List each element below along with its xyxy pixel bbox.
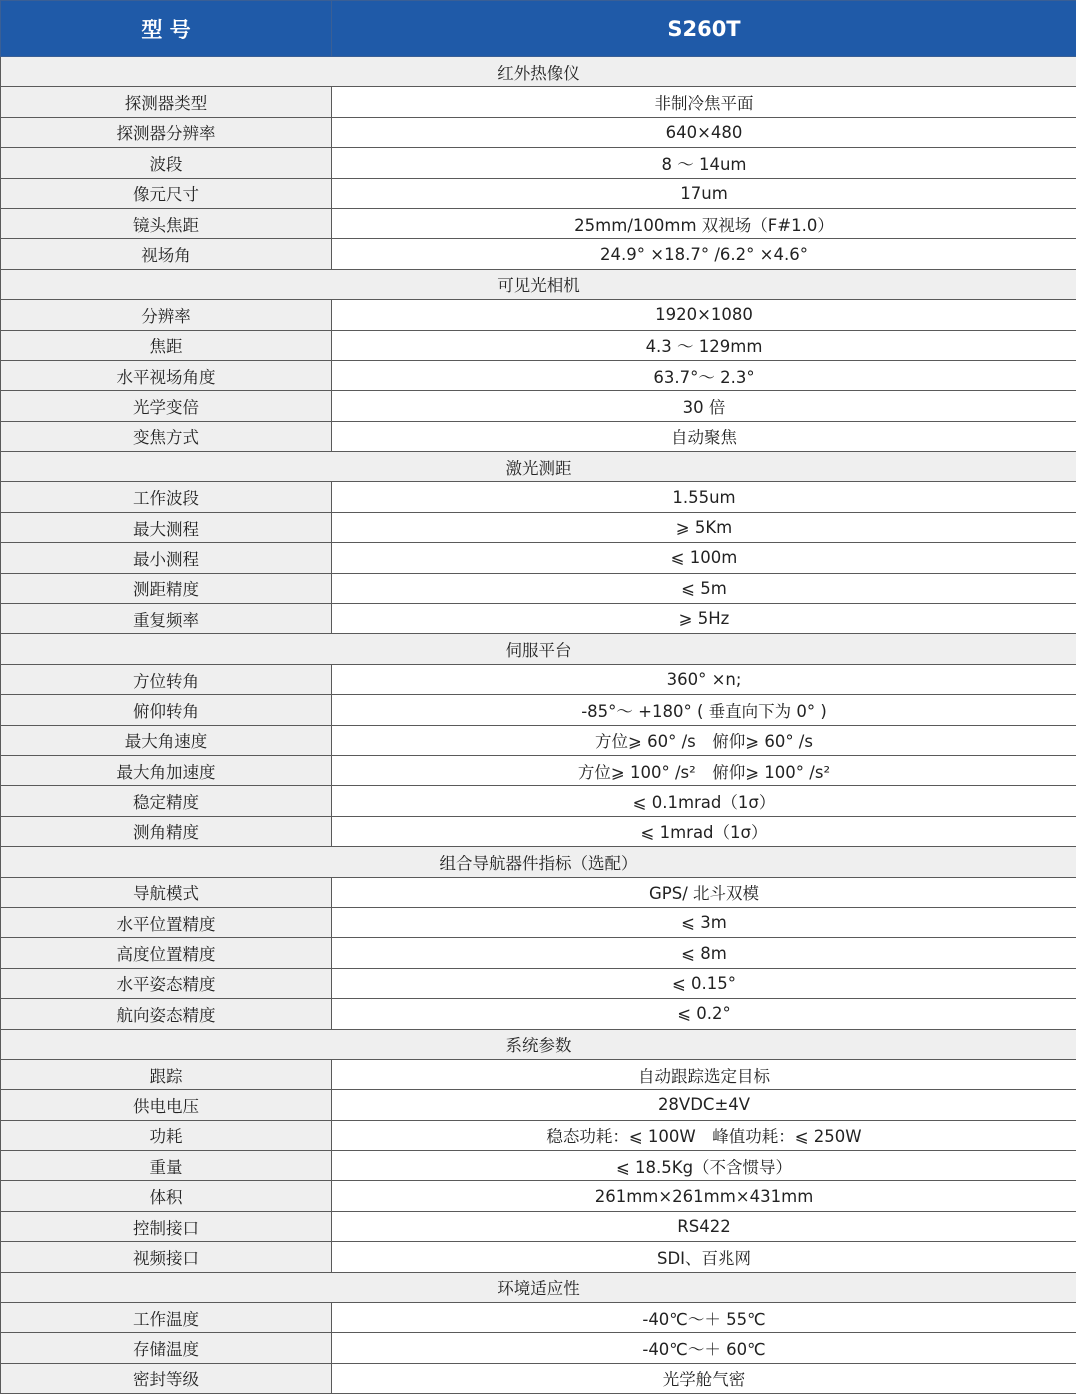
spec-label: 分辨率 [1, 300, 332, 330]
spec-value: 63.7°～ 2.3° [332, 360, 1076, 390]
spec-label: 跟踪 [1, 1059, 332, 1089]
table-row [1, 117, 1076, 147]
table-row [1, 1211, 1076, 1241]
table-row [1, 421, 1076, 451]
spec-value: 360° ×n; [332, 664, 1076, 694]
section-title: 环境适应性 [1, 1272, 1076, 1302]
table-row [1, 999, 1076, 1029]
spec-label: 测角精度 [1, 816, 332, 846]
table-row [1, 148, 1076, 178]
spec-label: 像元尺寸 [1, 178, 332, 208]
section-row [1, 57, 1076, 87]
spec-value: 1.55um [332, 482, 1076, 512]
spec-label: 水平姿态精度 [1, 968, 332, 998]
header-model-label: 型 号 [1, 1, 332, 57]
spec-label: 供电电压 [1, 1090, 332, 1120]
spec-value: 非制冷焦平面 [332, 87, 1076, 117]
spec-label: 体积 [1, 1181, 332, 1211]
spec-label: 光学变倍 [1, 391, 332, 421]
spec-label: 水平视场角度 [1, 360, 332, 390]
spec-value: 25mm/100mm 双视场（F#1.0） [332, 208, 1076, 238]
table-row [1, 1151, 1076, 1181]
spec-label: 方位转角 [1, 664, 332, 694]
section-row [1, 1272, 1076, 1302]
spec-label: 重量 [1, 1151, 332, 1181]
table-row [1, 695, 1076, 725]
spec-label: 测距精度 [1, 573, 332, 603]
table-row [1, 360, 1076, 390]
table-row [1, 512, 1076, 542]
section-row [1, 452, 1076, 482]
table-row [1, 755, 1076, 785]
spec-label: 焦距 [1, 330, 332, 360]
table-row [1, 968, 1076, 998]
spec-value: 17um [332, 178, 1076, 208]
table-row [1, 482, 1076, 512]
spec-value: 光学舱气密 [332, 1363, 1076, 1393]
spec-value: 28VDC±4V [332, 1090, 1076, 1120]
section-title: 激光测距 [1, 452, 1076, 482]
table-row [1, 87, 1076, 117]
spec-value: ⩽ 8m [332, 938, 1076, 968]
spec-value: 30 倍 [332, 391, 1076, 421]
spec-value: -85°～ +180° ( 垂直向下为 0° ) [332, 695, 1076, 725]
spec-label: 工作波段 [1, 482, 332, 512]
spec-value: ⩾ 5Hz [332, 604, 1076, 634]
table-row [1, 1181, 1076, 1211]
table-row [1, 816, 1076, 846]
spec-value: ⩽ 3m [332, 907, 1076, 937]
table-row [1, 604, 1076, 634]
spec-label: 俯仰转角 [1, 695, 332, 725]
table-row [1, 1090, 1076, 1120]
spec-value: 自动聚焦 [332, 421, 1076, 451]
spec-value: SDI、百兆网 [332, 1242, 1076, 1272]
spec-value: 稳态功耗：⩽ 100W 峰值功耗：⩽ 250W [332, 1120, 1076, 1150]
spec-label: 工作温度 [1, 1303, 332, 1333]
section-title: 系统参数 [1, 1029, 1076, 1059]
spec-value: 261mm×261mm×431mm [332, 1181, 1076, 1211]
spec-value: 自动跟踪选定目标 [332, 1059, 1076, 1089]
spec-value: ⩽ 0.15° [332, 968, 1076, 998]
spec-label: 最小测程 [1, 543, 332, 573]
spec-label: 探测器分辨率 [1, 117, 332, 147]
spec-label: 最大角加速度 [1, 755, 332, 785]
table-row [1, 330, 1076, 360]
table-row [1, 725, 1076, 755]
section-title: 组合导航器件指标（选配） [1, 847, 1076, 877]
spec-value: 方位⩾ 100° /s² 俯仰⩾ 100° /s² [332, 755, 1076, 785]
section-title: 可见光相机 [1, 269, 1076, 299]
table-row [1, 664, 1076, 694]
spec-value: RS422 [332, 1211, 1076, 1241]
table-row [1, 1242, 1076, 1272]
table-row [1, 1333, 1076, 1363]
spec-label: 探测器类型 [1, 87, 332, 117]
spec-value: 640×480 [332, 117, 1076, 147]
section-row [1, 269, 1076, 299]
spec-label: 稳定精度 [1, 786, 332, 816]
table-row [1, 1303, 1076, 1333]
spec-label: 导航模式 [1, 877, 332, 907]
table-row [1, 1363, 1076, 1393]
spec-value: -40℃～＋ 55℃ [332, 1303, 1076, 1333]
table-row [1, 543, 1076, 573]
spec-value: GPS/ 北斗双模 [332, 877, 1076, 907]
spec-label: 波段 [1, 148, 332, 178]
spec-label: 视场角 [1, 239, 332, 269]
spec-label: 高度位置精度 [1, 938, 332, 968]
spec-value: ⩽ 100m [332, 543, 1076, 573]
spec-label: 镜头焦距 [1, 208, 332, 238]
table-row [1, 938, 1076, 968]
section-row [1, 1029, 1076, 1059]
spec-value: ⩽ 18.5Kg（不含惯导） [332, 1151, 1076, 1181]
table-row [1, 239, 1076, 269]
table-row [1, 786, 1076, 816]
spec-label: 密封等级 [1, 1363, 332, 1393]
spec-value: -40℃～＋ 60℃ [332, 1333, 1076, 1363]
spec-label: 水平位置精度 [1, 907, 332, 937]
spec-value: ⩽ 1mrad（1σ） [332, 816, 1076, 846]
header-row [1, 1, 1076, 57]
spec-value: ⩾ 5Km [332, 512, 1076, 542]
spec-label: 变焦方式 [1, 421, 332, 451]
section-title: 红外热像仪 [1, 57, 1076, 87]
spec-label: 存储温度 [1, 1333, 332, 1363]
spec-label: 重复频率 [1, 604, 332, 634]
header-model-value: S260T [332, 1, 1076, 57]
section-row [1, 634, 1076, 664]
spec-value: 1920×1080 [332, 300, 1076, 330]
spec-label: 视频接口 [1, 1242, 332, 1272]
table-row [1, 1120, 1076, 1150]
table-row [1, 208, 1076, 238]
spec-value: ⩽ 0.1mrad（1σ） [332, 786, 1076, 816]
table-row [1, 573, 1076, 603]
spec-label: 航向姿态精度 [1, 999, 332, 1029]
spec-value: ⩽ 5m [332, 573, 1076, 603]
table-row [1, 907, 1076, 937]
table-row [1, 300, 1076, 330]
spec-label: 最大测程 [1, 512, 332, 542]
table-row [1, 1059, 1076, 1089]
table-row [1, 178, 1076, 208]
spec-label: 控制接口 [1, 1211, 332, 1241]
spec-label: 最大角速度 [1, 725, 332, 755]
spec-value: 4.3 ～ 129mm [332, 330, 1076, 360]
spec-body [1, 57, 1076, 1394]
spec-value: 8 ～ 14um [332, 148, 1076, 178]
spec-value: ⩽ 0.2° [332, 999, 1076, 1029]
spec-value: 方位⩾ 60° /s 俯仰⩾ 60° /s [332, 725, 1076, 755]
section-row [1, 847, 1076, 877]
spec-value: 24.9° ×18.7° /6.2° ×4.6° [332, 239, 1076, 269]
spec-label: 功耗 [1, 1120, 332, 1150]
table-row [1, 877, 1076, 907]
section-title: 伺服平台 [1, 634, 1076, 664]
table-row [1, 391, 1076, 421]
